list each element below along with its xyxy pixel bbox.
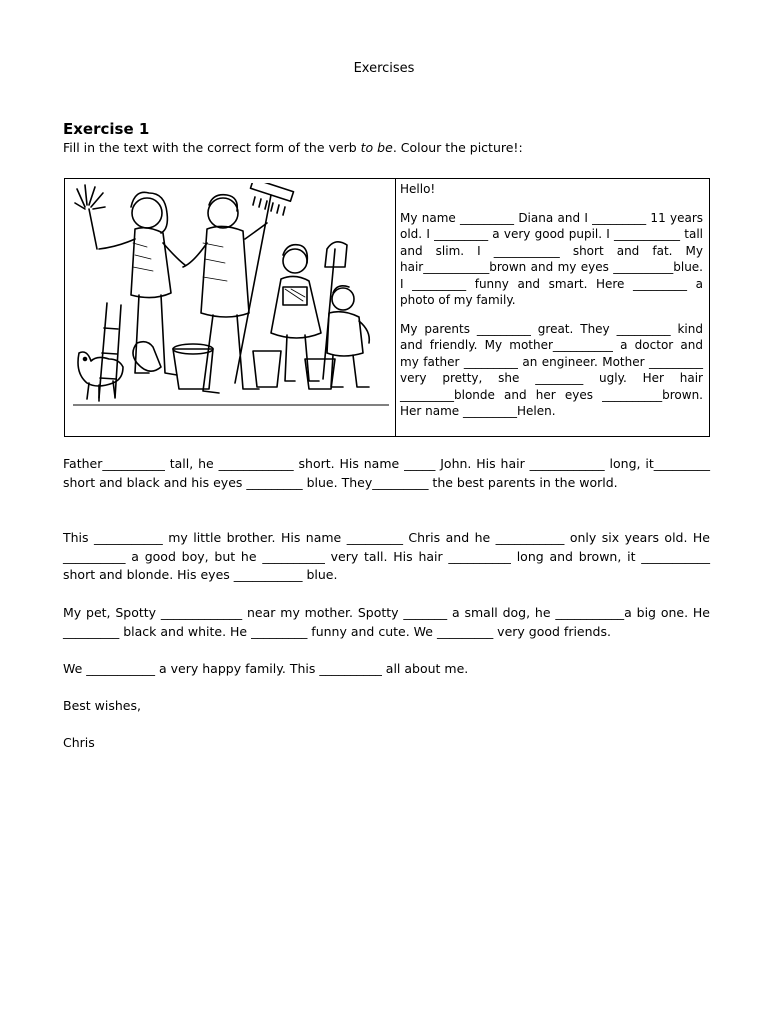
exercise-heading: Exercise 1 [63, 120, 150, 138]
document-title: Exercises [353, 61, 415, 76]
letter-paragraph-parents: My parents _________ great. They _________ kind and friendly. My mother__________ a doctor and my father _________ an engineer. Mother _________ very pretty, she ________ ugly. Her hair _________blonde and her eyes __________brown. Her name _________Helen. [400, 321, 703, 418]
closing-block [63, 697, 710, 716]
letter-paragraph-diana: My name _________ Diana and I _________ 11 years old. I _________ a very good pupil. I ___________ tall and slim. I ___________ short and fat. My hair___________brown and my eyes __________blue. I _________ funny and smart. Here _________ a photo of my family. [400, 210, 703, 307]
paragraph-brother: This ___________ my little brother. His name _________ Chris and he ___________ only six years old. He __________ a good boy, but he __________ very tall. His hair __________ long and brown, it ___________ short and blonde. His eyes ___________ blue. [63, 530, 710, 582]
table-divider [395, 179, 396, 436]
paragraph-family: We ___________ a very happy family. This __________ all about me. [63, 661, 469, 676]
paragraph-pet: My pet, Spotty _____________ near my mother. Spotty _______ a small dog, he ___________a big one. He _________ black and white. He _________ funny and cute. We _________ very good friends. [63, 605, 710, 639]
instruction-verb: to be [360, 140, 393, 155]
signature-block [63, 734, 710, 753]
letter-greeting: Hello! [400, 182, 436, 196]
instruction-text: Fill in the text with the correct form of the verb [63, 140, 361, 155]
paragraph-family-block [63, 660, 710, 679]
closing-text: Best wishes, [63, 698, 141, 713]
paragraph-pet-block [63, 604, 710, 641]
instruction-text-end: . Colour the picture!: [392, 140, 523, 155]
exercise-instruction [63, 140, 523, 155]
paragraph-brother-block [63, 529, 710, 585]
exercise-table [64, 178, 710, 437]
family-illustration [73, 183, 389, 433]
letter-text [400, 181, 703, 432]
paragraph-father: Father__________ tall, he ____________ short. His name _____ John. His hair ____________ long, it_________ short and black and his eyes _________ blue. They_________ the best parents in the world. [63, 456, 710, 490]
paragraph-father-block [63, 455, 710, 492]
signature-text: Chris [63, 735, 95, 750]
